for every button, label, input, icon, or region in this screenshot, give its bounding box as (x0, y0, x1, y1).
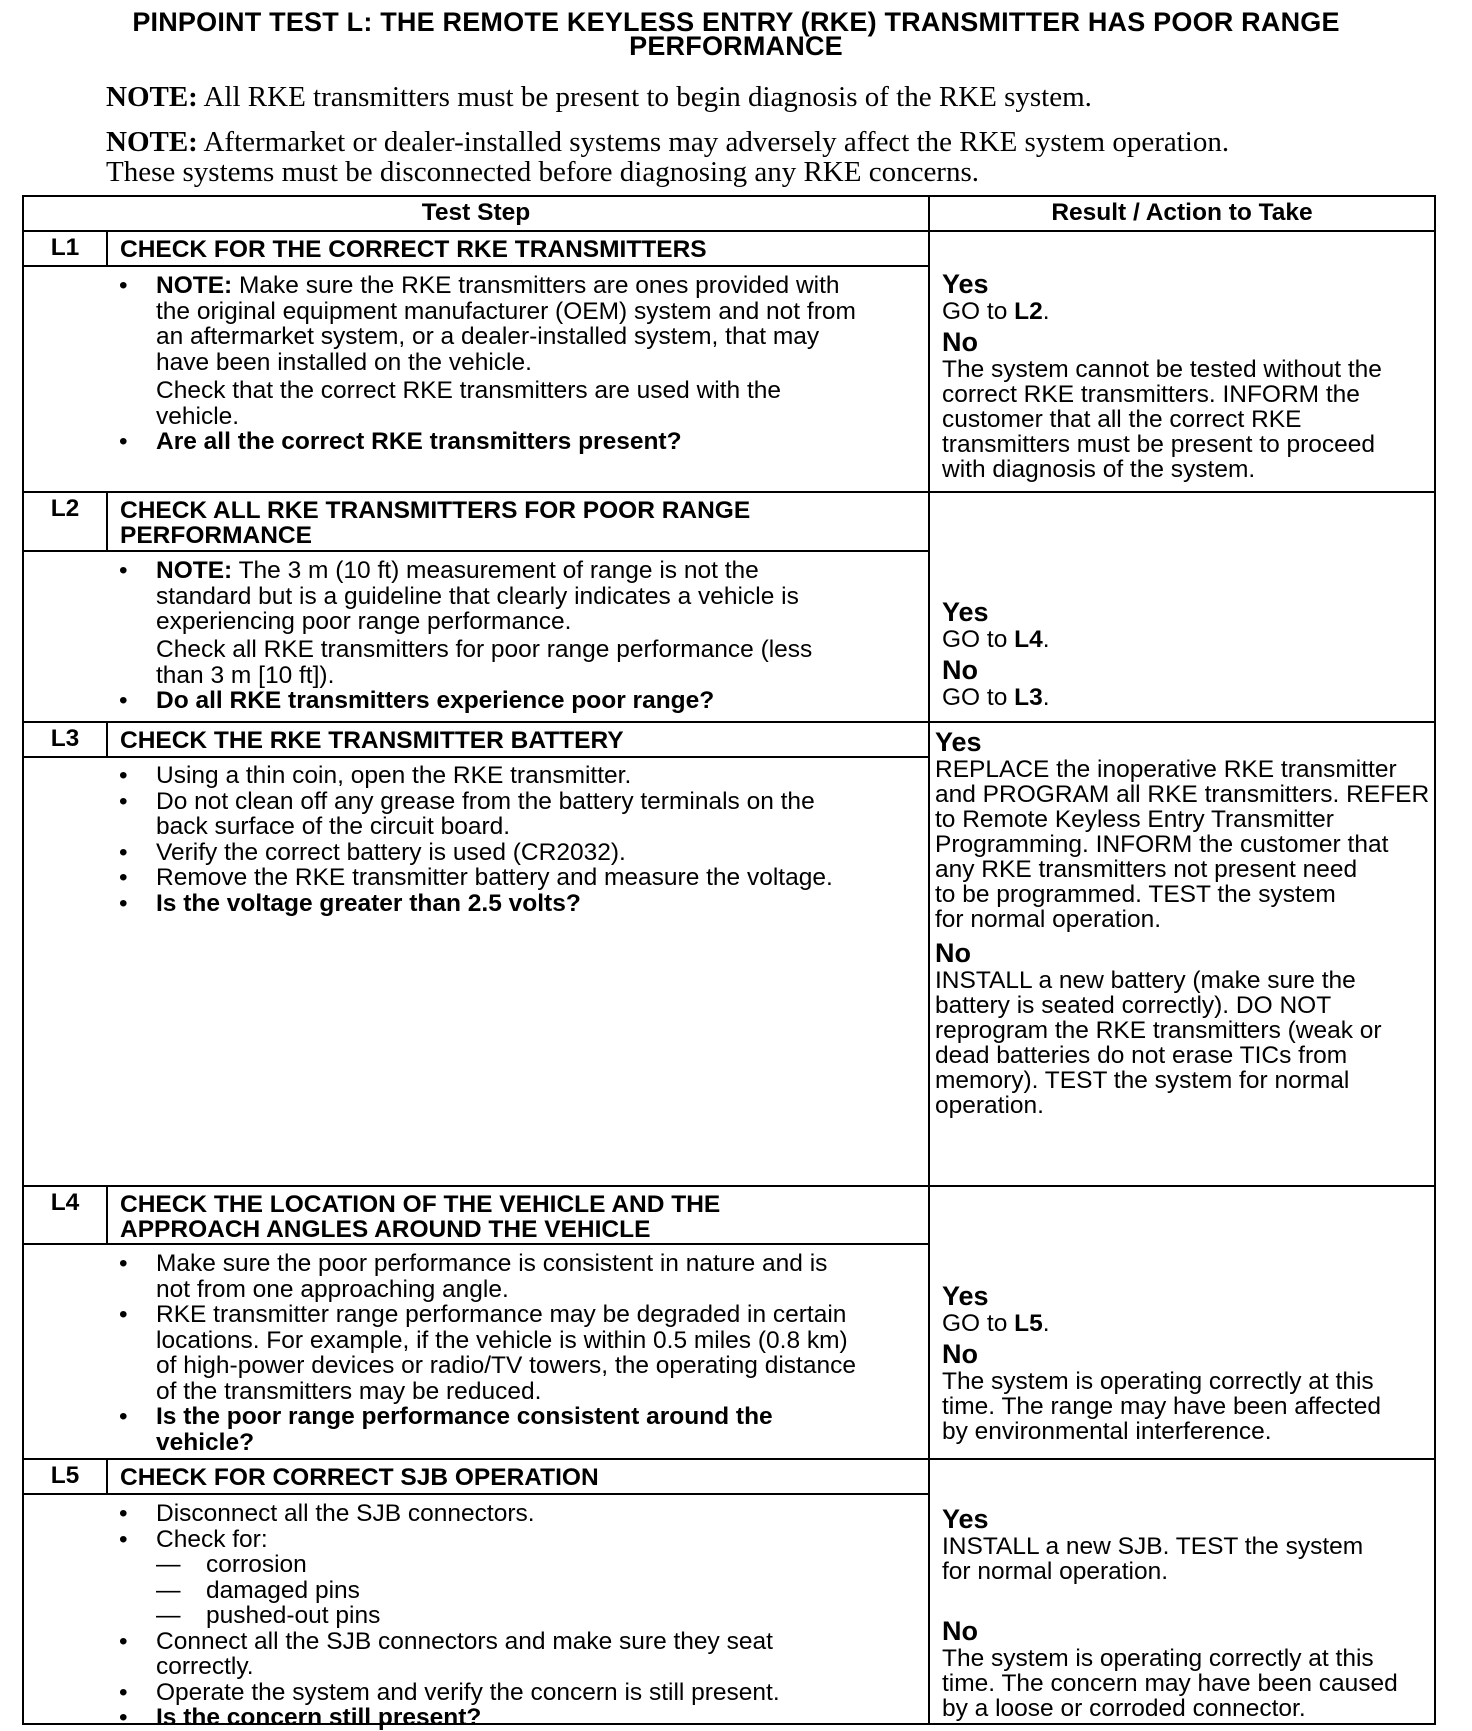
no-label: No (942, 655, 978, 685)
yes-label: Yes (935, 727, 982, 757)
row-divider (24, 721, 1434, 723)
no-action: The system cannot be tested without the correct RKE transmitters. INFORM the customer that all the correct RKE transmitters must be present to proceed with diagnosis of the system. (942, 356, 1382, 483)
yes-label: Yes (942, 269, 989, 299)
question: Are all the correct RKE transmitters present? (156, 428, 682, 455)
question: Is the voltage greater than 2.5 volts? (156, 889, 581, 917)
note-1 (106, 82, 1092, 112)
note-text: All RKE transmitters must be present to begin diagnosis of the RKE system. (197, 81, 1092, 113)
body-line: NOTE: Make sure the RKE transmitters are ones provided with (156, 272, 840, 299)
step-title: CHECK THE LOCATION OF THE VEHICLE AND THE APPROACH ANGLES AROUND THE VEHICLE (120, 1191, 721, 1243)
id-divider (106, 721, 108, 756)
id-divider (106, 491, 108, 550)
bullet: • (119, 762, 128, 789)
bullet: • (119, 889, 128, 917)
row-divider (24, 1185, 1434, 1187)
yes-action: GO to L2. (942, 298, 1050, 325)
yes-action: GO to L5. (942, 1310, 1050, 1337)
dash: — (156, 1602, 181, 1629)
step-title: CHECK FOR THE CORRECT RKE TRANSMITTERS (120, 236, 707, 263)
bullet: • (119, 1301, 128, 1328)
yes-label: Yes (942, 1504, 989, 1534)
title-divider (24, 550, 928, 552)
body-line: Verify the correct battery is used (CR2032). (156, 838, 626, 866)
body-line: standard but is a guideline that clearly indicates a vehicle is (156, 582, 799, 610)
note-label: NOTE: (106, 81, 198, 113)
body-line: back surface of the circuit board. (156, 813, 511, 840)
body-line: Check all RKE transmitters for poor range performance (less (156, 636, 813, 663)
dash: — (156, 1551, 181, 1578)
body-line: Using a thin coin, open the RKE transmitter. (156, 762, 632, 789)
body-line: experiencing poor range performance. (156, 608, 572, 635)
question: vehicle? (156, 1428, 255, 1456)
body-line: RKE transmitter range performance may be degraded in certain (156, 1301, 847, 1328)
title-line-1: PINPOINT TEST L: THE REMOTE KEYLESS ENTRY (RKE) TRANSMITTER HAS POOR RANGE (132, 7, 1340, 37)
body-line: of the transmitters may be reduced. (156, 1377, 542, 1405)
title-line-2: PERFORMANCE (629, 31, 843, 61)
body-line: of high-power devices or radio/TV towers, the operating distance (156, 1352, 856, 1379)
id-divider (106, 1458, 108, 1493)
step-title: CHECK ALL RKE TRANSMITTERS FOR POOR RANGE PERFORMANCE (120, 497, 751, 549)
step-result (942, 1281, 1381, 1444)
bullet: • (119, 272, 128, 299)
body-line: vehicle. (156, 402, 240, 430)
row-divider (24, 491, 1434, 493)
column-divider (928, 197, 930, 1723)
yes-action: REPLACE the inoperative RKE transmitter and PROGRAM all RKE transmitters. REFER to Remote Keyless Entry Transmitter Programming. INFORM the customer that any RKE transmitters not present need to be programmed. TEST the system for normal operation. (935, 756, 1430, 933)
body-line: locations. For example, if the vehicle is within 0.5 miles (0.8 km) (156, 1326, 848, 1354)
title-divider (24, 1243, 928, 1245)
step-id: L5 (50, 1462, 80, 1489)
bullet: • (119, 838, 128, 866)
body-line: Remove the RKE transmitter battery and measure the voltage. (156, 864, 833, 891)
body-line: corrosion (206, 1551, 307, 1578)
bullet: • (119, 1403, 128, 1430)
bullet: • (119, 1500, 128, 1527)
body-line: the original equipment manufacturer (OEM) system and not from (156, 297, 856, 325)
header-divider (24, 230, 1434, 232)
no-label: No (942, 1339, 978, 1369)
step-result (942, 1504, 1398, 1721)
bullet: • (119, 1525, 128, 1553)
body-line: Check that the correct RKE transmitters are used with the (156, 377, 782, 404)
question: Do all RKE transmitters experience poor range? (156, 687, 715, 714)
title-divider (24, 756, 928, 758)
note-label: NOTE: (106, 126, 198, 158)
header-test-step: Test Step (421, 199, 531, 226)
body-line: Do not clean off any grease from the battery terminals on the (156, 787, 815, 815)
body-line: Make sure the poor performance is consistent in nature and is (156, 1250, 828, 1277)
bullet: • (119, 428, 128, 455)
no-action: GO to L3. (942, 684, 1050, 711)
bullet: • (119, 557, 128, 584)
question: Is the poor range performance consistent around the (156, 1403, 773, 1430)
body-line: damaged pins (206, 1576, 360, 1604)
bullet: • (119, 864, 128, 891)
note-text: Aftermarket or dealer-installed systems may adversely affect the RKE system operation. These systems must be disconnected before diagnosing any RKE concerns. (106, 126, 1230, 188)
header-result: Result / Action to Take (1051, 199, 1313, 226)
yes-action: INSTALL a new SJB. TEST the system for normal operation. (942, 1533, 1364, 1585)
dash: — (156, 1576, 181, 1604)
yes-label: Yes (942, 597, 989, 627)
note-2 (106, 127, 1256, 187)
step-result (935, 727, 1429, 1118)
step-title: CHECK THE RKE TRANSMITTER BATTERY (120, 727, 624, 754)
no-action: INSTALL a new battery (make sure the battery is seated correctly). DO NOT reprogram the RKE transmitters (weak or dead batteries do not erase TICs from memory). TEST the system for normal operation. (935, 967, 1382, 1119)
no-label: No (935, 938, 971, 968)
step-id: L2 (50, 495, 80, 522)
step-id: L3 (50, 725, 80, 752)
step-title: CHECK FOR CORRECT SJB OPERATION (120, 1464, 599, 1491)
bullet: • (119, 1250, 128, 1277)
bullet: • (119, 1627, 128, 1655)
no-label: No (942, 1616, 978, 1646)
yes-action: GO to L4. (942, 626, 1050, 653)
yes-label: Yes (942, 1281, 989, 1311)
body-line: NOTE: The 3 m (10 ft) measurement of range is not the (156, 557, 759, 584)
id-divider (106, 1185, 108, 1243)
body-line: pushed-out pins (206, 1602, 381, 1629)
bullet: • (119, 1704, 128, 1731)
question: Is the concern still present? (156, 1704, 482, 1731)
no-action: The system is operating correctly at this time. The concern may have been caused by a loose or corroded connector. (942, 1645, 1398, 1722)
step-id: L1 (50, 234, 80, 261)
bullet: • (119, 1678, 128, 1706)
body-line: Check for: (156, 1525, 268, 1553)
step-result (942, 269, 1382, 482)
body-line: Connect all the SJB connectors and make sure they seat (156, 1627, 773, 1655)
no-action: The system is operating correctly at this time. The range may have been affected by environmental interference. (942, 1368, 1382, 1445)
no-label: No (942, 327, 978, 357)
body-line: not from one approaching angle. (156, 1275, 509, 1303)
id-divider (106, 230, 108, 265)
row-divider (24, 1458, 1434, 1460)
body-line: have been installed on the vehicle. (156, 348, 532, 376)
body-line: Operate the system and verify the concern is still present. (156, 1678, 780, 1706)
page-title (0, 7, 1472, 61)
step-result (942, 597, 1050, 710)
body-line: than 3 m [10 ft]). (156, 661, 335, 689)
body-line: Disconnect all the SJB connectors. (156, 1500, 535, 1527)
bullet: • (119, 687, 128, 714)
pinpoint-table (22, 195, 1436, 1731)
body-line: an aftermarket system, or a dealer-installed system, that may (156, 323, 820, 350)
bullet: • (119, 787, 128, 815)
body-line: correctly. (156, 1653, 254, 1680)
step-id: L4 (50, 1189, 80, 1216)
title-divider (24, 265, 928, 267)
title-divider (24, 1493, 928, 1495)
